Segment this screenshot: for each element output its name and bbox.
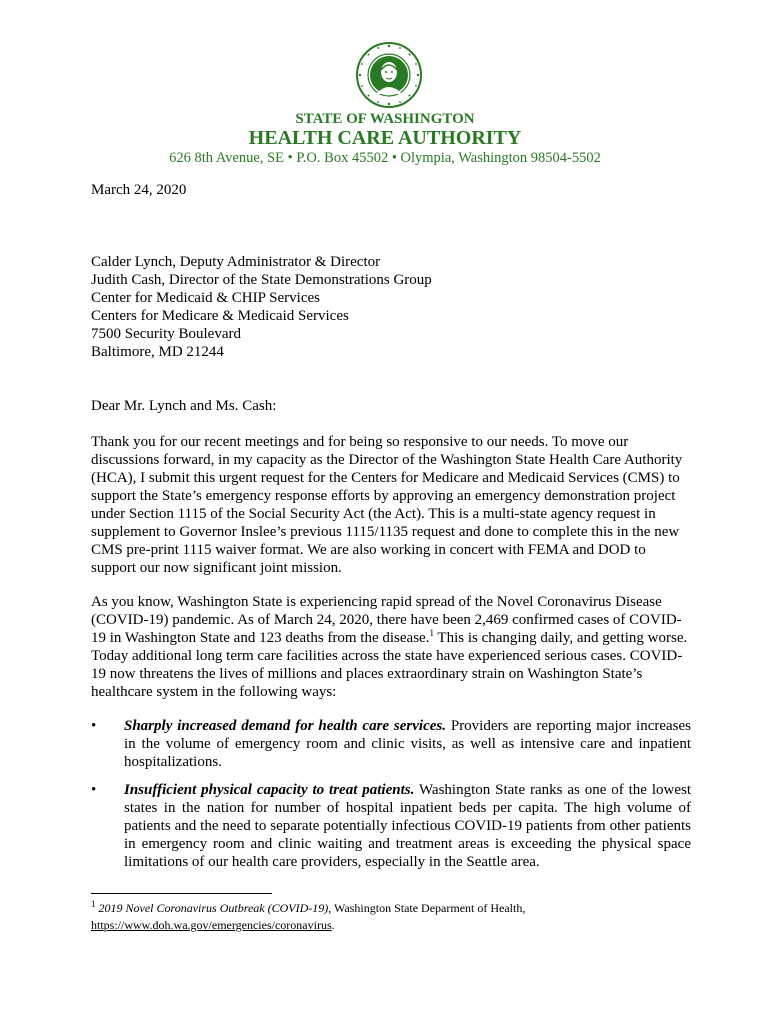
paragraph-text: This is changing daily, and getting worse. Today additional long term care facilities across the state have experienced serious cases. COVID-19 now threatens the lives of millions and places extraordinary strain on Washington State’s healthcare system in the following ways:	[91, 630, 688, 700]
bullet-text	[124, 781, 691, 871]
bullet-text	[124, 717, 691, 771]
paragraph-text: As you know, Washington State is experiencing rapid spread of the Novel Coronavirus Disease (COVID-19) pandemic. As of March 24, 2020, there have been 2,469 confirmed cases of COVID-19 in Washington State and 123 deaths from the disease.	[91, 594, 682, 646]
letterhead-address: 626 8th Avenue, SE • P.O. Box 45502 • Olympia, Washington 98504-5502	[169, 150, 601, 166]
bullet-item	[91, 717, 691, 771]
bullet-title: Insufficient physical capacity to treat patients.	[124, 782, 415, 798]
state-seal	[356, 42, 422, 108]
footnote-reference[interactable]: 1	[429, 628, 434, 638]
footnote-title: 2019 Novel Coronavirus Outbreak (COVID-19)	[98, 901, 329, 915]
footnote-link[interactable]: https://www.doh.wa.gov/emergencies/coronavirus	[91, 918, 332, 932]
footnote-divider	[91, 893, 272, 894]
letterhead-agency: HEALTH CARE AUTHORITY	[248, 127, 522, 149]
recipient-line: Baltimore, MD 21244	[91, 344, 224, 360]
footnote-number: 1	[91, 899, 96, 909]
body-paragraph-1: Thank you for our recent meetings and for being so responsive to our needs. To move our discussions forward, in my capacity as the Director of the Washington State Health Care Authority (HCA), I submit this urgent request for the Centers for Medicare and Medicaid Services (CMS) to support the State’s emergency response efforts by approving an emergency demonstration project under Section 1115 of the Social Security Act (the Act). This is a multi-state agency request in supplement to Governor Inslee’s previous 1115/1135 request and done to complete this in the new CMS pre-print 1115 waiver format. We are also working in concert with FEMA and DOD to support our now significant joint mission.	[91, 434, 683, 576]
letter-date: March 24, 2020	[91, 182, 187, 198]
recipient-line: Calder Lynch, Deputy Administrator & Director	[91, 254, 381, 270]
footnote	[91, 900, 691, 934]
body-paragraph-2	[91, 593, 691, 701]
footnote-source: , Washington State Deparment of Health,	[328, 901, 526, 915]
recipient-line: Centers for Medicare & Medicaid Services	[91, 308, 349, 324]
bullet-body: Washington State ranks as one of the lowest states in the nation for number of hospital inpatient beds per capita. The high volume of patients and the need to separate potentially infectious COVID-19 patients from other patients in emergency room and clinic waiting and treatment areas is exceeding the physical space limitations of our health care providers, especially in the Seattle area.	[124, 782, 692, 870]
bullet-item	[91, 781, 691, 871]
bullet-title: Sharply increased demand for health care services.	[124, 718, 446, 734]
letterhead-state: STATE OF WASHINGTON	[295, 111, 475, 127]
bullet-body: Providers are reporting major increases in the volume of emergency room and clinic visits, as well as intensive care and inpatient hospitalizations.	[124, 718, 691, 770]
recipient-line: 7500 Security Boulevard	[91, 326, 241, 342]
bullet-marker: •	[91, 718, 97, 734]
recipient-address	[91, 253, 691, 361]
salutation: Dear Mr. Lynch and Ms. Cash:	[91, 398, 277, 414]
recipient-line: Judith Cash, Director of the State Demonstrations Group	[91, 272, 432, 288]
footnote-end: .	[331, 918, 335, 932]
recipient-line: Center for Medicaid & CHIP Services	[91, 290, 320, 306]
bullet-marker: •	[91, 782, 97, 798]
